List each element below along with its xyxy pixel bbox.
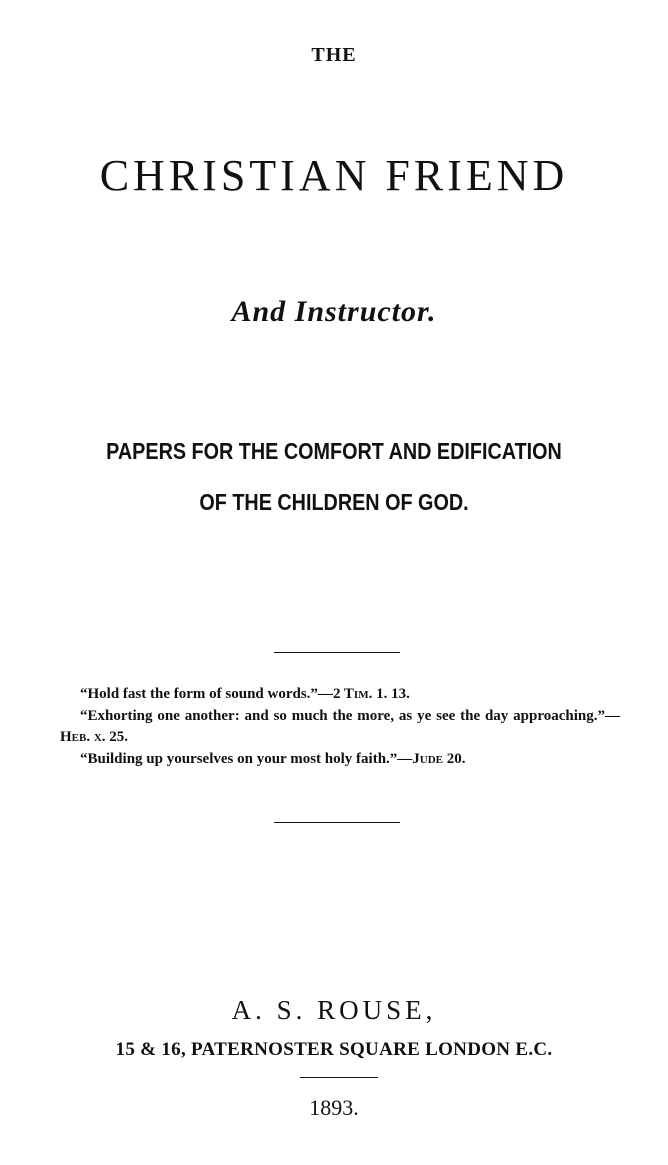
quote bbox=[60, 684, 620, 705]
quote-text: “Hold fast the form of sound words.”— bbox=[80, 686, 333, 702]
quote-text: “Building up yourselves on your most holy faith.”— bbox=[80, 751, 413, 767]
subtitle: And Instructor. bbox=[231, 295, 437, 328]
publication-year: 1893. bbox=[309, 1095, 359, 1120]
description-line-2: OF THE CHILDREN OF GOD. bbox=[199, 489, 469, 515]
epigraph-quotes bbox=[60, 684, 620, 771]
quote bbox=[60, 749, 620, 770]
divider-bottom bbox=[274, 822, 400, 823]
quote-text: “Exhorting one another: and so much the more, as ye see the day approaching.”— bbox=[80, 708, 620, 724]
divider-imprint bbox=[300, 1077, 378, 1078]
main-title: CHRISTIAN FRIEND bbox=[99, 151, 569, 200]
quote bbox=[60, 706, 620, 748]
description-line-1: PAPERS FOR THE COMFORT AND EDIFICATION bbox=[106, 438, 562, 464]
title-prefix: THE bbox=[311, 44, 357, 66]
quote-reference: 2 Tim. 1. 13. bbox=[332, 686, 410, 702]
quote-reference: Jude 20. bbox=[412, 751, 466, 767]
quote-reference: Heb. x. 25. bbox=[60, 729, 129, 745]
publisher-address: 15 & 16, PATERNOSTER SQUARE LONDON E.C. bbox=[115, 1039, 553, 1060]
divider-top bbox=[274, 652, 400, 653]
publisher-name: A. S. ROUSE, bbox=[231, 995, 437, 1025]
